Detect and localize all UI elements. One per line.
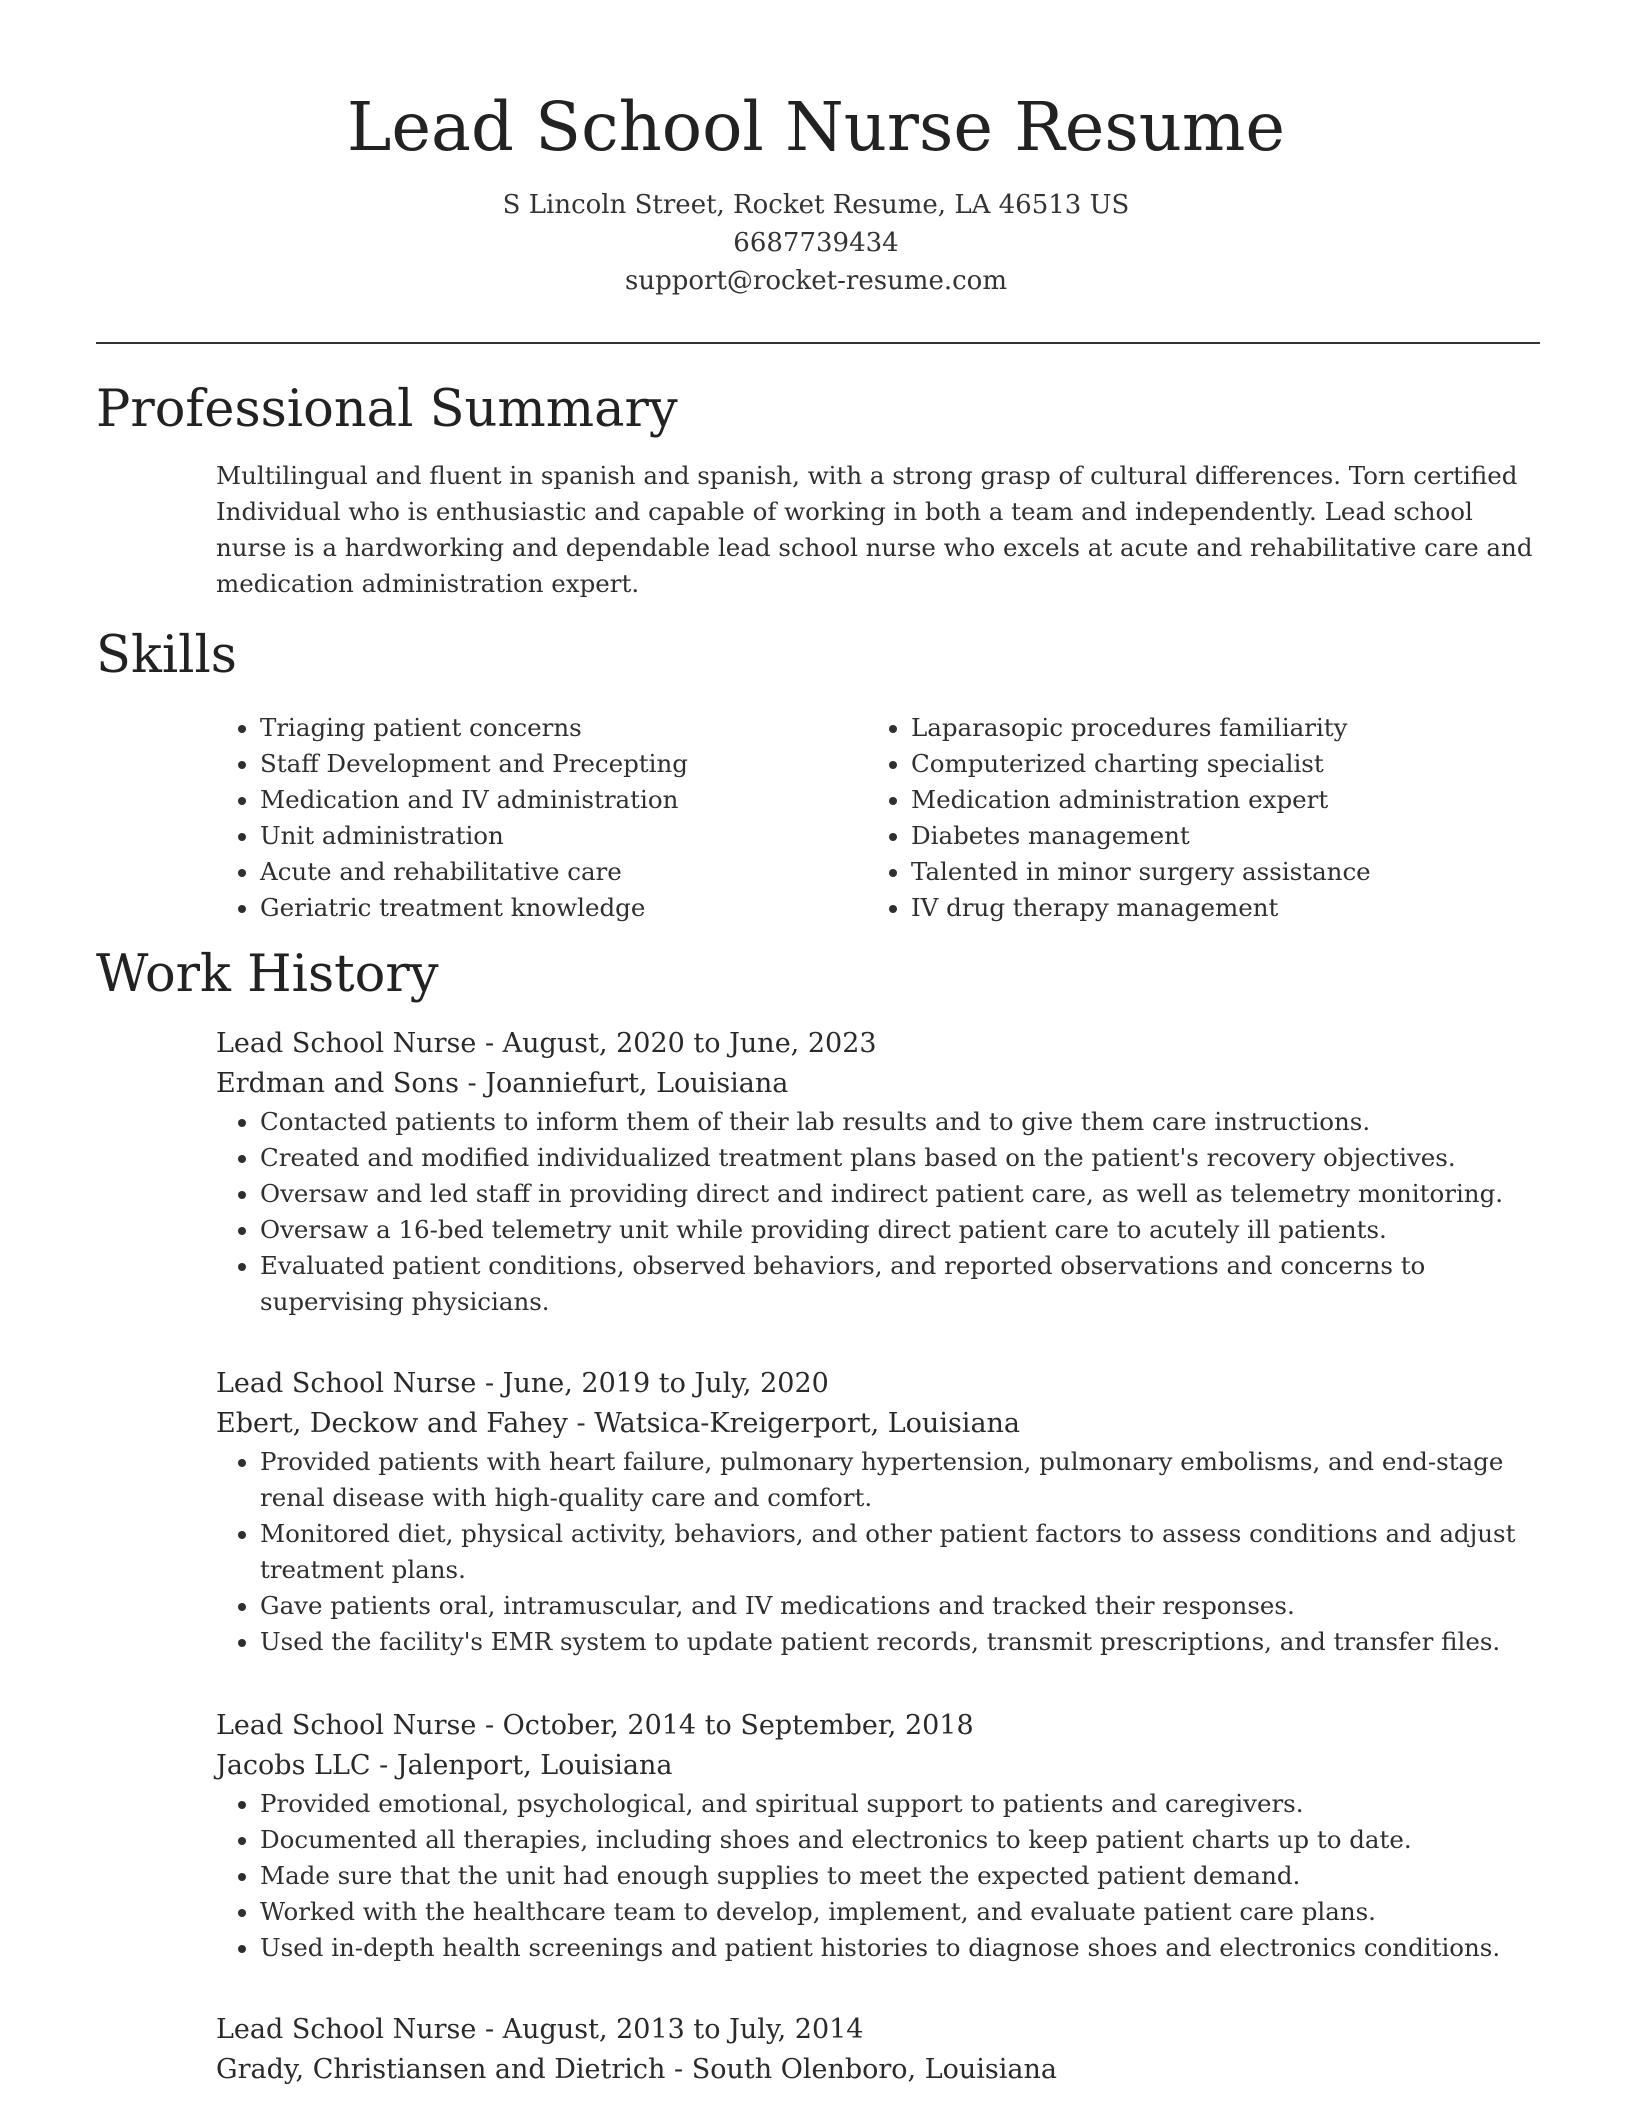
job-duty-item: • Used in-depth health screenings and patient histories to diagnose shoes and electronics conditions. <box>260 1930 1541 1966</box>
job-duty-item: • Oversaw and led staff in providing direct and indirect patient care, as well as telemetry monitoring. <box>260 1176 1541 1212</box>
header-divider <box>96 342 1540 344</box>
job-title: Lead School Nurse <box>216 2014 477 2045</box>
contact-address: S Lincoln Street, Rocket Resume, LA 46513 US <box>502 190 1130 220</box>
skills-column-left <box>216 710 867 926</box>
job-dates: August, 2013 to July, 2014 <box>502 2014 864 2045</box>
contact-email: support@rocket-resume.com <box>624 266 1007 296</box>
job-company: Jacobs LLC <box>216 1750 371 1781</box>
job-title: Lead School Nurse <box>216 1028 477 1059</box>
job-company: Grady, Christiansen and Dietrich <box>216 2054 666 2085</box>
job-title: Lead School Nurse <box>216 1710 477 1741</box>
job-company-line: Erdman and Sons - Joanniefurt, Louisiana <box>216 1068 789 1099</box>
skill-item: • Staff Development and Precepting <box>260 746 867 782</box>
resume-header <box>0 0 1632 300</box>
job-duty-item: • Worked with the healthcare team to develop, implement, and evaluate patient care plans. <box>260 1894 1541 1930</box>
resume-name: Lead School Nurse Resume <box>346 88 1286 166</box>
job-duty-item: • Created and modified individualized treatment plans based on the patient's recovery objectives. <box>260 1140 1541 1176</box>
work-history-heading: Work History <box>96 945 439 1004</box>
skills-heading: Skills <box>96 626 237 685</box>
skill-item: • Acute and rehabilitative care <box>260 854 867 890</box>
job-duty-item: • Contacted patients to inform them of their lab results and to give them care instructions. <box>260 1104 1541 1140</box>
job-duty-item: • Oversaw a 16-bed telemetry unit while providing direct patient care to acutely ill patients. <box>260 1212 1541 1248</box>
skill-item: • Geriatric treatment knowledge <box>260 890 867 926</box>
job-location: Joanniefurt, Louisiana <box>485 1068 789 1099</box>
job-company: Erdman and Sons <box>216 1068 459 1099</box>
skill-item: • Unit administration <box>260 818 867 854</box>
skill-item: • Medication administration expert <box>911 782 1518 818</box>
contact-phone: 6687739434 <box>733 228 899 258</box>
skill-item: • IV drug therapy management <box>911 890 1518 926</box>
job-entry <box>216 2010 1541 2090</box>
job-entry <box>216 1364 1541 1660</box>
job-dates: October, 2014 to September, 2018 <box>502 1710 974 1741</box>
job-company: Ebert, Deckow and Fahey <box>216 1408 568 1439</box>
job-company-line: Ebert, Deckow and Fahey - Watsica-Kreigerport, Louisiana <box>216 1408 1021 1439</box>
skills-list-left <box>216 710 867 926</box>
contact-block <box>0 186 1632 300</box>
job-duties-list <box>216 1786 1541 1966</box>
job-location: South Olenboro, Louisiana <box>691 2054 1057 2085</box>
job-duties-list <box>216 1444 1541 1660</box>
job-entry <box>216 1706 1541 1966</box>
job-location: Watsica-Kreigerport, Louisiana <box>594 1408 1021 1439</box>
skill-item: • Medication and IV administration <box>260 782 867 818</box>
job-title: Lead School Nurse <box>216 1368 477 1399</box>
job-title-line: Lead School Nurse - October, 2014 to September, 2018 <box>216 1710 974 1741</box>
skills-list-right <box>867 710 1518 926</box>
job-title-line: Lead School Nurse - August, 2020 to June, 2023 <box>216 1028 877 1059</box>
job-duty-item: • Provided emotional, psychological, and spiritual support to patients and caregivers. <box>260 1786 1541 1822</box>
job-title-line: Lead School Nurse - June, 2019 to July, 2020 <box>216 1368 829 1399</box>
summary-text: Multilingual and fluent in spanish and spanish, with a strong grasp of cultural differences. Torn certified Individual who is enthusiastic and capable of working in both a team and independently. Lead school nurse is a hardworking and dependable lead school nurse who excels at acute and rehabilitative care and medication administration expert. <box>216 461 1533 598</box>
job-company-line: Jacobs LLC - Jalenport, Louisiana <box>216 1750 673 1781</box>
job-duties-list <box>216 1104 1541 1320</box>
job-dates: August, 2020 to June, 2023 <box>502 1028 877 1059</box>
skill-item: • Talented in minor surgery assistance <box>911 854 1518 890</box>
job-dates: June, 2019 to July, 2020 <box>502 1368 829 1399</box>
job-duty-item: • Gave patients oral, intramuscular, and IV medications and tracked their responses. <box>260 1588 1541 1624</box>
skill-item: • Triaging patient concerns <box>260 710 867 746</box>
job-duty-item: • Evaluated patient conditions, observed behaviors, and reported observations and concerns to supervising physicians. <box>260 1248 1541 1320</box>
job-duty-item: • Documented all therapies, including shoes and electronics to keep patient charts up to date. <box>260 1822 1541 1858</box>
skills-columns <box>216 710 1541 926</box>
job-duty-item: • Made sure that the unit had enough supplies to meet the expected patient demand. <box>260 1858 1541 1894</box>
job-duty-item: • Monitored diet, physical activity, behaviors, and other patient factors to assess conditions and adjust treatment plans. <box>260 1516 1541 1588</box>
skill-item: • Laparasopic procedures familiarity <box>911 710 1518 746</box>
summary-block <box>216 458 1541 602</box>
job-company-line: Grady, Christiansen and Dietrich - South Olenboro, Louisiana <box>216 2054 1057 2085</box>
job-location: Jalenport, Louisiana <box>396 1750 673 1781</box>
job-title-line: Lead School Nurse - August, 2013 to July, 2014 <box>216 2014 864 2045</box>
summary-heading: Professional Summary <box>96 380 678 439</box>
skill-item: • Diabetes management <box>911 818 1518 854</box>
job-duty-item: • Used the facility's EMR system to update patient records, transmit prescriptions, and transfer files. <box>260 1624 1541 1660</box>
job-duty-item: • Provided patients with heart failure, pulmonary hypertension, pulmonary embolisms, and end-stage renal disease with high-quality care and comfort. <box>260 1444 1541 1516</box>
skill-item: • Computerized charting specialist <box>911 746 1518 782</box>
job-entry <box>216 1024 1541 1320</box>
skills-column-right <box>867 710 1518 926</box>
